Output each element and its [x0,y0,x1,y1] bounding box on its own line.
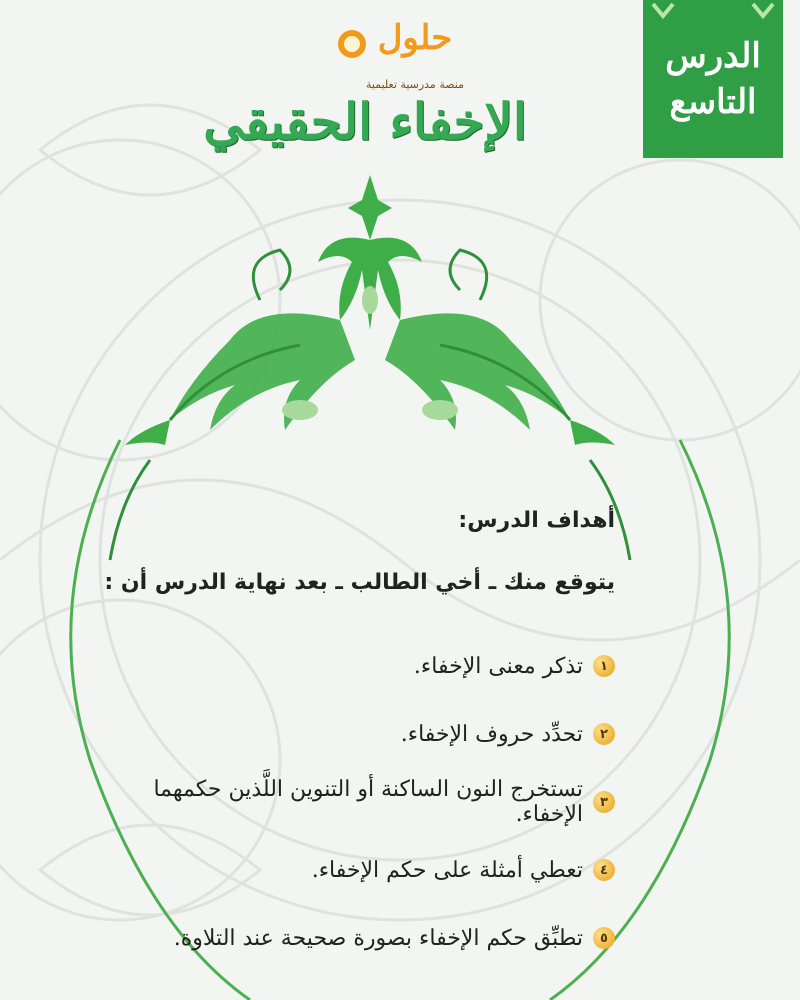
objective-item [95,700,615,768]
objective-text: تستخرج النون الساكنة أو التنوين اللَّذين حكمهما الإخفاء. [153,777,583,827]
objective-item [95,632,615,700]
objective-text: تذكر معنى الإخفاء. [413,653,583,679]
objective-item [95,904,615,972]
lesson-number: التاسع [669,82,757,122]
logo-tagline: منصة مدرسية تعليمية [366,78,464,91]
objective-number-badge: ٥ [593,927,615,949]
badge-chevron-decoration [643,0,783,24]
objectives-intro: يتوقع منك ـ أخي الطالب ـ بعد نهاية الدرس أن : [104,570,615,595]
objective-number-badge: ١ [593,655,615,677]
objective-text: تعطي أمثلة على حكم الإخفاء. [311,857,583,883]
objectives-heading: أهداف الدرس: [458,508,615,533]
objective-item [95,836,615,904]
objective-number-badge: ٢ [593,723,615,745]
objective-text: تحدِّد حروف الإخفاء. [400,721,583,747]
lesson-objectives [95,508,615,972]
logo-name: حلول [377,18,453,58]
objective-text: تطبِّق حكم الإخفاء بصورة صحيحة عند التلاوة. [173,925,583,951]
objective-number-badge: ٤ [593,859,615,881]
page-title: الإخفاء الحقيقي [203,92,527,151]
objective-item [95,768,615,836]
lesson-label: الدرس [665,36,761,76]
objective-number-badge: ٣ [593,791,615,813]
